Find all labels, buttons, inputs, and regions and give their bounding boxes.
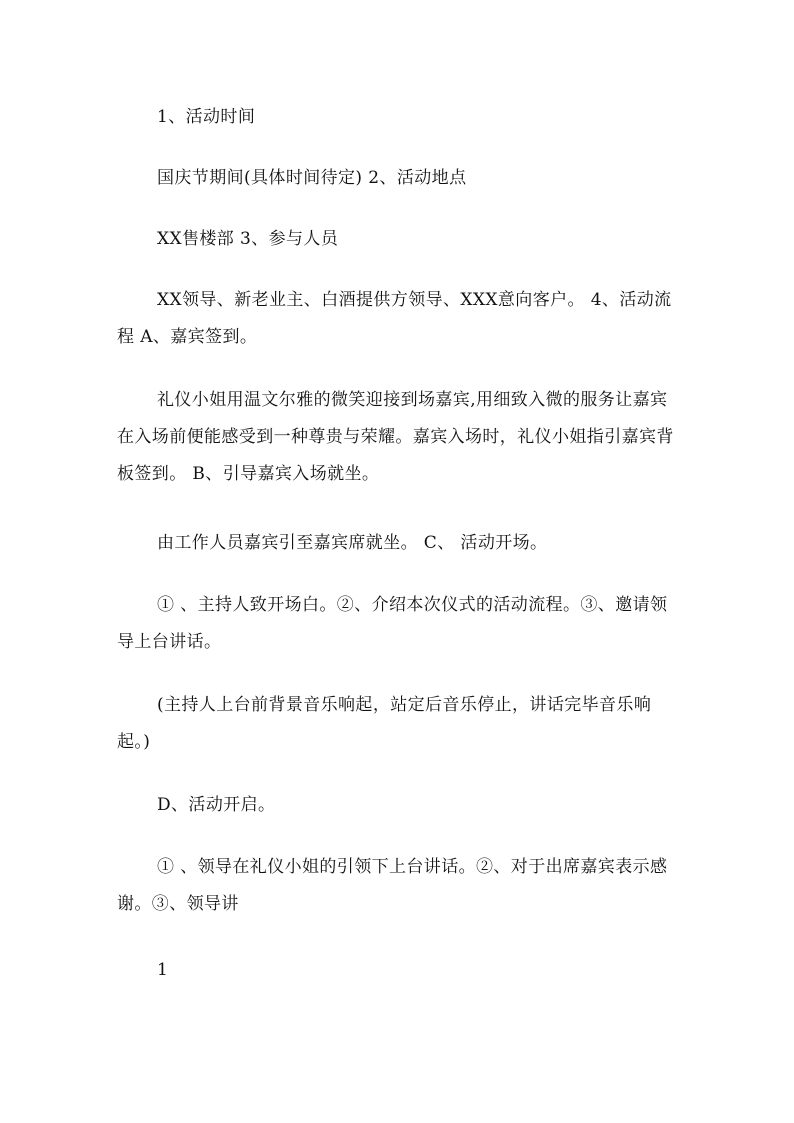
paragraph-activity-start: D、活动开启。 xyxy=(157,795,276,815)
paragraph-etiquette-guests: 礼仪小姐用温文尔雅的微笑迎接到场嘉宾,用细致入微的服务让嘉宾在入场前便能感受到一种尊贵与荣耀。嘉宾入场时，礼仪小姐指引嘉宾背板签到。 B、引导嘉宾入场就坐。 xyxy=(117,390,674,484)
paragraph-participants-process: XX领导、新老业主、白酒提供方领导、XXX意向客户。 4、活动流程 A、嘉宾签到。 xyxy=(117,290,672,347)
paragraph-music-note: (主持人上台前背景音乐响起，站定后音乐停止，讲话完毕音乐响起。) xyxy=(117,695,652,752)
paragraph-leader-speech: ① 、领导在礼仪小姐的引领下上台讲话。②、对于出席嘉宾表示感谢。③、领导讲 xyxy=(117,857,668,914)
paragraph-activity-time-heading: 1、活动时间 xyxy=(157,107,256,127)
paragraph-host-opening: ① 、主持人致开场白。②、介绍本次仪式的活动流程。③、邀请领导上台讲话。 xyxy=(117,595,668,652)
paragraph-location-participants: XX售楼部 3、参与人员 xyxy=(157,229,339,249)
paragraph-seating-opening: 由工作人员嘉宾引至嘉宾席就坐。 C、 活动开场。 xyxy=(157,533,548,553)
page-number: 1 xyxy=(157,960,168,980)
paragraph-activity-time-location: 国庆节期间(具体时间待定) 2、活动地点 xyxy=(157,168,467,188)
